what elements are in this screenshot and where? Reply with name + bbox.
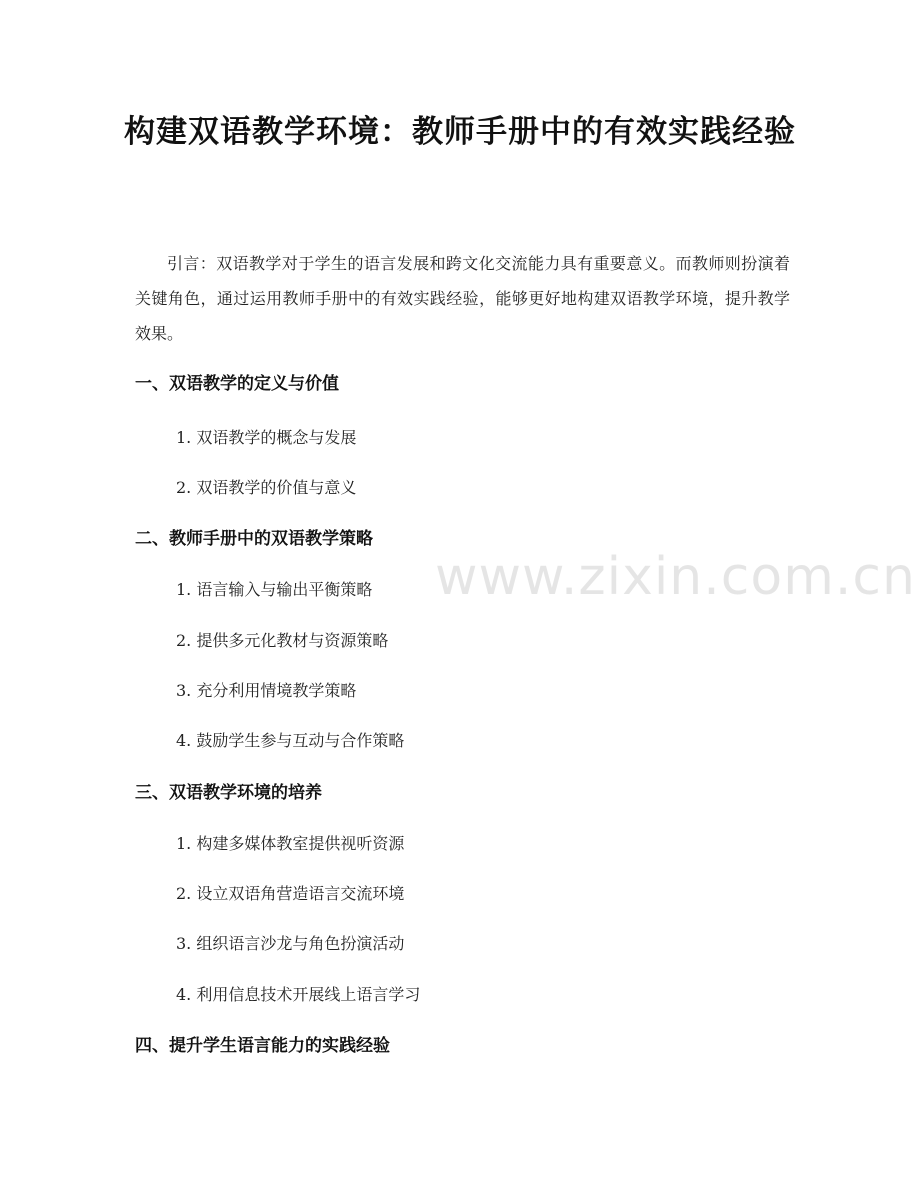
list-item: 1. 语言输入与输出平衡策略 [176, 580, 373, 599]
section-heading-4: 四、提升学生语言能力的实践经验 [135, 1036, 390, 1056]
section-heading-2: 二、教师手册中的双语教学策略 [135, 529, 373, 549]
document-title: 构建双语教学环境：教师手册中的有效实践经验 [124, 114, 796, 150]
list-item: 4. 鼓励学生参与互动与合作策略 [176, 731, 405, 750]
watermark: www.zixin.com.cn [435, 547, 916, 607]
section-heading-1: 一、双语教学的定义与价值 [135, 374, 339, 394]
intro-paragraph: 引言：双语教学对于学生的语言发展和跨文化交流能力具有重要意义。而教师则扮演着关键角色，通过运用教师手册中的有效实践经验，能够更好地构建双语教学环境，提升教学效果。 [135, 254, 790, 343]
section-heading-3: 三、双语教学环境的培养 [135, 783, 322, 803]
list-item: 2. 双语教学的价值与意义 [176, 478, 357, 497]
list-item: 2. 设立双语角营造语言交流环境 [176, 884, 405, 903]
list-item: 2. 提供多元化教材与资源策略 [176, 631, 389, 650]
list-item: 1. 构建多媒体教室提供视听资源 [176, 834, 405, 853]
list-item: 3. 充分利用情境教学策略 [176, 681, 357, 700]
list-item: 3. 组织语言沙龙与角色扮演活动 [176, 934, 405, 953]
list-item: 4. 利用信息技术开展线上语言学习 [176, 985, 421, 1004]
list-item: 1. 双语教学的概念与发展 [176, 428, 357, 447]
